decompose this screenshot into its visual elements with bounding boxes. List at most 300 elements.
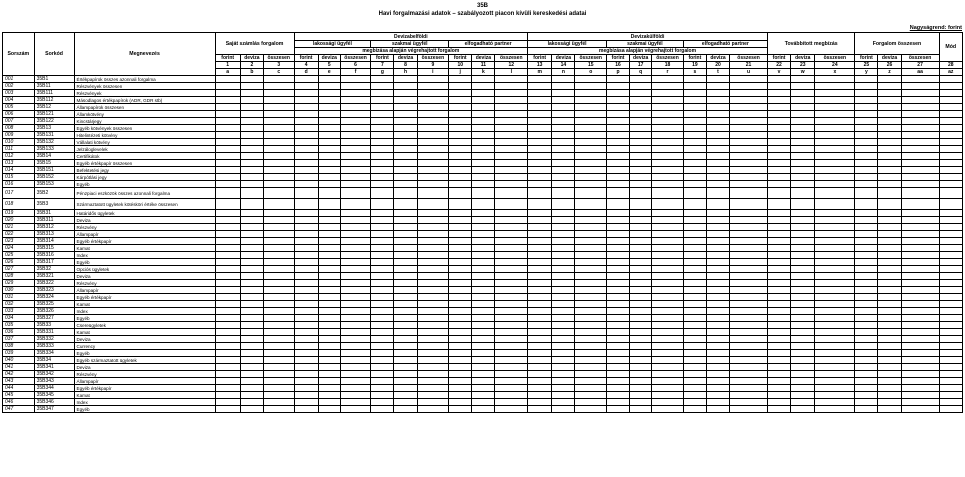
data-cell[interactable] <box>767 146 790 153</box>
data-cell[interactable] <box>652 224 684 231</box>
data-cell[interactable] <box>495 301 528 308</box>
data-cell[interactable] <box>652 238 684 245</box>
data-cell[interactable] <box>528 406 552 413</box>
data-cell[interactable] <box>417 385 449 392</box>
data-cell[interactable] <box>652 139 684 146</box>
data-cell[interactable] <box>263 153 294 160</box>
data-cell[interactable] <box>318 364 340 371</box>
data-cell[interactable] <box>552 132 575 139</box>
data-cell[interactable] <box>371 301 394 308</box>
data-cell[interactable] <box>552 146 575 153</box>
data-cell[interactable] <box>607 132 630 139</box>
data-cell[interactable] <box>340 280 371 287</box>
data-cell[interactable] <box>901 231 939 238</box>
data-cell[interactable] <box>683 273 706 280</box>
data-cell[interactable] <box>552 357 575 364</box>
data-cell[interactable] <box>901 224 939 231</box>
data-cell[interactable] <box>318 111 340 118</box>
data-cell[interactable] <box>791 160 815 167</box>
data-cell[interactable] <box>607 210 630 217</box>
data-cell[interactable] <box>791 294 815 301</box>
data-cell[interactable] <box>394 104 417 111</box>
data-cell[interactable] <box>215 181 240 188</box>
data-cell[interactable] <box>495 174 528 181</box>
data-cell[interactable] <box>495 343 528 350</box>
data-cell[interactable] <box>240 308 263 315</box>
data-cell[interactable] <box>318 160 340 167</box>
data-cell[interactable] <box>767 111 790 118</box>
data-cell[interactable] <box>791 385 815 392</box>
data-cell[interactable] <box>371 392 394 399</box>
data-cell[interactable] <box>528 231 552 238</box>
data-cell[interactable] <box>607 153 630 160</box>
data-cell[interactable] <box>607 273 630 280</box>
data-cell[interactable] <box>552 252 575 259</box>
data-cell[interactable] <box>495 210 528 217</box>
data-cell[interactable] <box>607 167 630 174</box>
data-cell[interactable] <box>318 245 340 252</box>
data-cell[interactable] <box>901 322 939 329</box>
data-cell[interactable] <box>730 210 768 217</box>
data-cell[interactable] <box>730 132 768 139</box>
data-cell[interactable] <box>706 125 729 132</box>
data-cell[interactable] <box>652 104 684 111</box>
data-cell[interactable] <box>855 357 878 364</box>
data-cell[interactable] <box>240 160 263 167</box>
data-cell[interactable] <box>449 181 472 188</box>
data-cell[interactable] <box>240 245 263 252</box>
data-cell[interactable] <box>215 357 240 364</box>
data-cell[interactable] <box>240 167 263 174</box>
data-cell[interactable] <box>630 90 652 97</box>
data-cell[interactable] <box>394 378 417 385</box>
data-cell[interactable] <box>630 132 652 139</box>
data-cell[interactable] <box>855 280 878 287</box>
data-cell[interactable] <box>215 392 240 399</box>
data-cell[interactable] <box>878 139 901 146</box>
data-cell[interactable] <box>607 118 630 125</box>
data-cell[interactable] <box>472 132 495 139</box>
data-cell[interactable] <box>630 118 652 125</box>
data-cell[interactable] <box>683 392 706 399</box>
data-cell[interactable] <box>630 392 652 399</box>
data-cell[interactable] <box>263 350 294 357</box>
data-cell[interactable] <box>630 399 652 406</box>
data-cell[interactable] <box>215 385 240 392</box>
data-cell[interactable] <box>575 90 607 97</box>
data-cell[interactable] <box>449 83 472 90</box>
data-cell[interactable] <box>417 224 449 231</box>
data-cell[interactable] <box>683 167 706 174</box>
data-cell[interactable] <box>528 350 552 357</box>
data-cell[interactable] <box>318 322 340 329</box>
data-cell[interactable] <box>215 273 240 280</box>
data-cell[interactable] <box>263 322 294 329</box>
data-cell[interactable] <box>939 199 962 210</box>
data-cell[interactable] <box>706 371 729 378</box>
data-cell[interactable] <box>939 83 962 90</box>
data-cell[interactable] <box>263 252 294 259</box>
data-cell[interactable] <box>683 199 706 210</box>
data-cell[interactable] <box>939 392 962 399</box>
data-cell[interactable] <box>371 329 394 336</box>
data-cell[interactable] <box>939 406 962 413</box>
data-cell[interactable] <box>495 188 528 199</box>
data-cell[interactable] <box>706 188 729 199</box>
data-cell[interactable] <box>495 385 528 392</box>
data-cell[interactable] <box>371 118 394 125</box>
data-cell[interactable] <box>449 167 472 174</box>
data-cell[interactable] <box>815 315 855 322</box>
data-cell[interactable] <box>815 167 855 174</box>
data-cell[interactable] <box>449 371 472 378</box>
data-cell[interactable] <box>630 350 652 357</box>
data-cell[interactable] <box>472 125 495 132</box>
data-cell[interactable] <box>240 146 263 153</box>
data-cell[interactable] <box>215 378 240 385</box>
data-cell[interactable] <box>939 224 962 231</box>
data-cell[interactable] <box>394 188 417 199</box>
data-cell[interactable] <box>815 90 855 97</box>
data-cell[interactable] <box>394 280 417 287</box>
data-cell[interactable] <box>815 181 855 188</box>
data-cell[interactable] <box>706 322 729 329</box>
data-cell[interactable] <box>528 188 552 199</box>
data-cell[interactable] <box>449 308 472 315</box>
data-cell[interactable] <box>706 217 729 224</box>
data-cell[interactable] <box>706 399 729 406</box>
data-cell[interactable] <box>371 294 394 301</box>
data-cell[interactable] <box>394 294 417 301</box>
data-cell[interactable] <box>855 132 878 139</box>
data-cell[interactable] <box>815 406 855 413</box>
data-cell[interactable] <box>263 111 294 118</box>
data-cell[interactable] <box>855 287 878 294</box>
data-cell[interactable] <box>791 259 815 266</box>
data-cell[interactable] <box>552 118 575 125</box>
data-cell[interactable] <box>472 104 495 111</box>
data-cell[interactable] <box>417 315 449 322</box>
data-cell[interactable] <box>552 83 575 90</box>
data-cell[interactable] <box>215 188 240 199</box>
data-cell[interactable] <box>472 139 495 146</box>
data-cell[interactable] <box>939 280 962 287</box>
data-cell[interactable] <box>901 181 939 188</box>
data-cell[interactable] <box>552 160 575 167</box>
data-cell[interactable] <box>294 231 318 238</box>
data-cell[interactable] <box>394 392 417 399</box>
data-cell[interactable] <box>340 364 371 371</box>
data-cell[interactable] <box>552 308 575 315</box>
data-cell[interactable] <box>263 90 294 97</box>
data-cell[interactable] <box>240 111 263 118</box>
data-cell[interactable] <box>706 118 729 125</box>
data-cell[interactable] <box>340 231 371 238</box>
data-cell[interactable] <box>240 181 263 188</box>
data-cell[interactable] <box>294 167 318 174</box>
data-cell[interactable] <box>855 273 878 280</box>
data-cell[interactable] <box>607 378 630 385</box>
data-cell[interactable] <box>607 371 630 378</box>
data-cell[interactable] <box>767 199 790 210</box>
data-cell[interactable] <box>495 245 528 252</box>
data-cell[interactable] <box>683 315 706 322</box>
data-cell[interactable] <box>394 322 417 329</box>
data-cell[interactable] <box>706 273 729 280</box>
data-cell[interactable] <box>417 199 449 210</box>
data-cell[interactable] <box>394 350 417 357</box>
data-cell[interactable] <box>652 308 684 315</box>
data-cell[interactable] <box>939 322 962 329</box>
data-cell[interactable] <box>607 224 630 231</box>
data-cell[interactable] <box>683 153 706 160</box>
data-cell[interactable] <box>901 287 939 294</box>
data-cell[interactable] <box>767 153 790 160</box>
data-cell[interactable] <box>901 280 939 287</box>
data-cell[interactable] <box>607 139 630 146</box>
data-cell[interactable] <box>394 329 417 336</box>
data-cell[interactable] <box>878 231 901 238</box>
data-cell[interactable] <box>767 231 790 238</box>
data-cell[interactable] <box>371 322 394 329</box>
data-cell[interactable] <box>371 343 394 350</box>
data-cell[interactable] <box>340 350 371 357</box>
data-cell[interactable] <box>294 399 318 406</box>
data-cell[interactable] <box>855 210 878 217</box>
data-cell[interactable] <box>552 97 575 104</box>
data-cell[interactable] <box>575 76 607 83</box>
data-cell[interactable] <box>240 266 263 273</box>
data-cell[interactable] <box>878 329 901 336</box>
data-cell[interactable] <box>878 315 901 322</box>
data-cell[interactable] <box>340 199 371 210</box>
data-cell[interactable] <box>652 315 684 322</box>
data-cell[interactable] <box>939 181 962 188</box>
data-cell[interactable] <box>607 385 630 392</box>
data-cell[interactable] <box>607 104 630 111</box>
data-cell[interactable] <box>340 90 371 97</box>
data-cell[interactable] <box>294 336 318 343</box>
data-cell[interactable] <box>878 146 901 153</box>
data-cell[interactable] <box>575 160 607 167</box>
data-cell[interactable] <box>730 111 768 118</box>
data-cell[interactable] <box>652 371 684 378</box>
data-cell[interactable] <box>855 174 878 181</box>
data-cell[interactable] <box>528 111 552 118</box>
data-cell[interactable] <box>767 97 790 104</box>
data-cell[interactable] <box>294 287 318 294</box>
data-cell[interactable] <box>652 273 684 280</box>
data-cell[interactable] <box>472 322 495 329</box>
data-cell[interactable] <box>767 280 790 287</box>
data-cell[interactable] <box>878 188 901 199</box>
data-cell[interactable] <box>878 210 901 217</box>
data-cell[interactable] <box>552 287 575 294</box>
data-cell[interactable] <box>552 371 575 378</box>
data-cell[interactable] <box>791 378 815 385</box>
data-cell[interactable] <box>815 97 855 104</box>
data-cell[interactable] <box>394 287 417 294</box>
data-cell[interactable] <box>552 199 575 210</box>
data-cell[interactable] <box>730 280 768 287</box>
data-cell[interactable] <box>767 252 790 259</box>
data-cell[interactable] <box>294 217 318 224</box>
data-cell[interactable] <box>495 406 528 413</box>
data-cell[interactable] <box>706 350 729 357</box>
data-cell[interactable] <box>528 280 552 287</box>
data-cell[interactable] <box>878 153 901 160</box>
data-cell[interactable] <box>683 399 706 406</box>
data-cell[interactable] <box>575 252 607 259</box>
data-cell[interactable] <box>939 245 962 252</box>
data-cell[interactable] <box>340 385 371 392</box>
data-cell[interactable] <box>706 357 729 364</box>
data-cell[interactable] <box>767 406 790 413</box>
data-cell[interactable] <box>901 125 939 132</box>
data-cell[interactable] <box>449 343 472 350</box>
data-cell[interactable] <box>791 301 815 308</box>
data-cell[interactable] <box>263 399 294 406</box>
data-cell[interactable] <box>878 111 901 118</box>
data-cell[interactable] <box>394 160 417 167</box>
data-cell[interactable] <box>767 308 790 315</box>
data-cell[interactable] <box>417 83 449 90</box>
data-cell[interactable] <box>815 308 855 315</box>
data-cell[interactable] <box>575 245 607 252</box>
data-cell[interactable] <box>318 118 340 125</box>
data-cell[interactable] <box>683 139 706 146</box>
data-cell[interactable] <box>607 350 630 357</box>
data-cell[interactable] <box>652 125 684 132</box>
data-cell[interactable] <box>683 132 706 139</box>
data-cell[interactable] <box>730 364 768 371</box>
data-cell[interactable] <box>730 336 768 343</box>
data-cell[interactable] <box>878 181 901 188</box>
data-cell[interactable] <box>552 174 575 181</box>
data-cell[interactable] <box>240 252 263 259</box>
data-cell[interactable] <box>815 174 855 181</box>
data-cell[interactable] <box>607 90 630 97</box>
data-cell[interactable] <box>767 125 790 132</box>
data-cell[interactable] <box>371 245 394 252</box>
data-cell[interactable] <box>215 280 240 287</box>
data-cell[interactable] <box>263 210 294 217</box>
data-cell[interactable] <box>767 139 790 146</box>
data-cell[interactable] <box>318 357 340 364</box>
data-cell[interactable] <box>449 139 472 146</box>
data-cell[interactable] <box>630 174 652 181</box>
data-cell[interactable] <box>371 385 394 392</box>
data-cell[interactable] <box>318 371 340 378</box>
data-cell[interactable] <box>607 252 630 259</box>
data-cell[interactable] <box>767 245 790 252</box>
data-cell[interactable] <box>318 301 340 308</box>
data-cell[interactable] <box>472 371 495 378</box>
data-cell[interactable] <box>939 167 962 174</box>
data-cell[interactable] <box>767 160 790 167</box>
data-cell[interactable] <box>730 392 768 399</box>
data-cell[interactable] <box>815 280 855 287</box>
data-cell[interactable] <box>815 350 855 357</box>
data-cell[interactable] <box>575 399 607 406</box>
data-cell[interactable] <box>394 357 417 364</box>
data-cell[interactable] <box>495 287 528 294</box>
data-cell[interactable] <box>552 104 575 111</box>
data-cell[interactable] <box>791 406 815 413</box>
data-cell[interactable] <box>791 90 815 97</box>
data-cell[interactable] <box>575 104 607 111</box>
data-cell[interactable] <box>528 132 552 139</box>
data-cell[interactable] <box>878 259 901 266</box>
data-cell[interactable] <box>263 245 294 252</box>
data-cell[interactable] <box>495 83 528 90</box>
data-cell[interactable] <box>791 153 815 160</box>
data-cell[interactable] <box>901 308 939 315</box>
data-cell[interactable] <box>215 125 240 132</box>
data-cell[interactable] <box>767 287 790 294</box>
data-cell[interactable] <box>449 406 472 413</box>
data-cell[interactable] <box>815 199 855 210</box>
data-cell[interactable] <box>318 287 340 294</box>
data-cell[interactable] <box>575 132 607 139</box>
data-cell[interactable] <box>394 90 417 97</box>
data-cell[interactable] <box>263 357 294 364</box>
data-cell[interactable] <box>472 364 495 371</box>
data-cell[interactable] <box>552 399 575 406</box>
data-cell[interactable] <box>371 231 394 238</box>
data-cell[interactable] <box>449 399 472 406</box>
data-cell[interactable] <box>528 266 552 273</box>
data-cell[interactable] <box>878 160 901 167</box>
data-cell[interactable] <box>263 266 294 273</box>
data-cell[interactable] <box>939 343 962 350</box>
data-cell[interactable] <box>683 224 706 231</box>
data-cell[interactable] <box>683 217 706 224</box>
data-cell[interactable] <box>901 336 939 343</box>
data-cell[interactable] <box>607 76 630 83</box>
data-cell[interactable] <box>472 83 495 90</box>
data-cell[interactable] <box>939 90 962 97</box>
data-cell[interactable] <box>472 146 495 153</box>
data-cell[interactable] <box>652 378 684 385</box>
data-cell[interactable] <box>878 224 901 231</box>
data-cell[interactable] <box>767 238 790 245</box>
data-cell[interactable] <box>371 125 394 132</box>
data-cell[interactable] <box>318 188 340 199</box>
data-cell[interactable] <box>855 111 878 118</box>
data-cell[interactable] <box>730 308 768 315</box>
data-cell[interactable] <box>878 357 901 364</box>
data-cell[interactable] <box>855 224 878 231</box>
data-cell[interactable] <box>294 273 318 280</box>
data-cell[interactable] <box>630 76 652 83</box>
data-cell[interactable] <box>630 125 652 132</box>
data-cell[interactable] <box>791 132 815 139</box>
data-cell[interactable] <box>815 160 855 167</box>
data-cell[interactable] <box>815 153 855 160</box>
data-cell[interactable] <box>939 252 962 259</box>
data-cell[interactable] <box>683 210 706 217</box>
data-cell[interactable] <box>575 273 607 280</box>
data-cell[interactable] <box>528 174 552 181</box>
data-cell[interactable] <box>294 378 318 385</box>
data-cell[interactable] <box>901 174 939 181</box>
data-cell[interactable] <box>215 266 240 273</box>
data-cell[interactable] <box>294 118 318 125</box>
data-cell[interactable] <box>263 146 294 153</box>
data-cell[interactable] <box>767 385 790 392</box>
data-cell[interactable] <box>449 97 472 104</box>
